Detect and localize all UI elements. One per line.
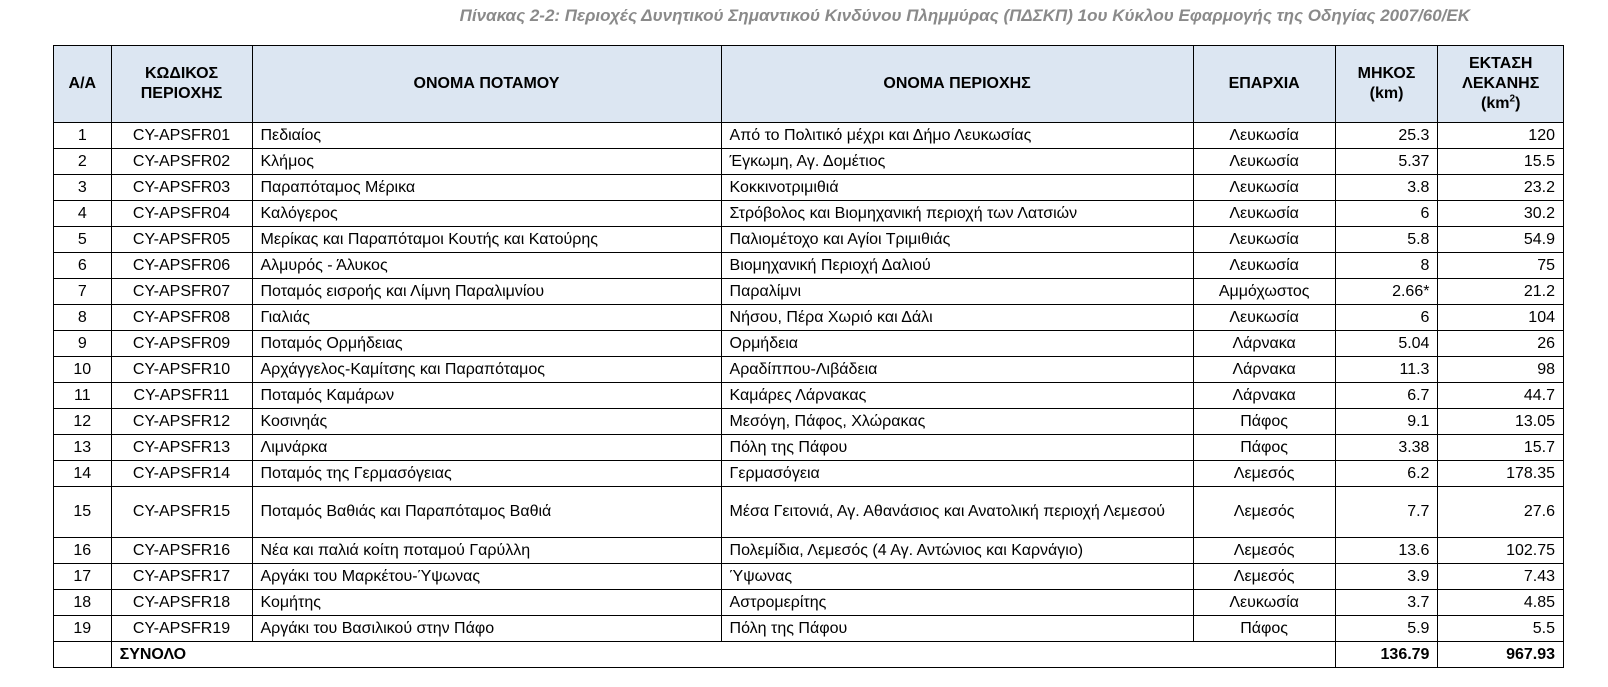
cell-basin: 98 <box>1438 357 1564 383</box>
cell-river: Αργάκι του Βασιλικού στην Πάφο <box>252 616 721 642</box>
table-caption: Πίνακας 2-2: Περιοχές Δυνητικού Σημαντικού Κινδύνου Πλημμύρας (ΠΔΣΚΠ) 1ου Κύκλου Εφαρμογής της Οδηγίας 2007/60/ΕΚ <box>459 6 1470 25</box>
cell-district: Λευκωσία <box>1193 123 1335 149</box>
header-code <box>111 46 252 123</box>
cell-area: Έγκωμη, Αγ. Δομέτιος <box>721 149 1193 175</box>
cell-area: Μέσα Γειτονιά, Αγ. Αθανάσιος και Ανατολική περιοχή Λεμεσού <box>721 487 1193 538</box>
cell-aa: 3 <box>54 175 112 201</box>
cell-length: 5.8 <box>1335 227 1438 253</box>
header-length <box>1335 46 1438 123</box>
cell-river: Ποταμός Ορμήδειας <box>252 331 721 357</box>
cell-area: Παραλίμνι <box>721 279 1193 305</box>
header-basin-unit: (km <box>1481 95 1510 112</box>
table-row <box>54 305 1564 331</box>
table-row <box>54 435 1564 461</box>
cell-code: CY-APSFR04 <box>111 201 252 227</box>
cell-area: Ύψωνας <box>721 564 1193 590</box>
cell-area: Καμάρες Λάρνακας <box>721 383 1193 409</box>
cell-length: 6 <box>1335 201 1438 227</box>
cell-basin: 102.75 <box>1438 538 1564 564</box>
cell-code: CY-APSFR10 <box>111 357 252 383</box>
cell-length: 3.38 <box>1335 435 1438 461</box>
cell-length: 7.7 <box>1335 487 1438 538</box>
cell-river: Καλόγερος <box>252 201 721 227</box>
cell-district: Λεμεσός <box>1193 487 1335 538</box>
cell-district: Πάφος <box>1193 409 1335 435</box>
cell-district: Λευκωσία <box>1193 201 1335 227</box>
cell-basin: 27.6 <box>1438 487 1564 538</box>
cell-area: Μεσόγη, Πάφος, Χλώρακας <box>721 409 1193 435</box>
cell-code: CY-APSFR18 <box>111 590 252 616</box>
cell-basin: 54.9 <box>1438 227 1564 253</box>
cell-code: CY-APSFR17 <box>111 564 252 590</box>
header-basin-line1: ΕΚΤΑΣΗ <box>1468 55 1533 72</box>
table-row <box>54 331 1564 357</box>
cell-length: 5.9 <box>1335 616 1438 642</box>
table-row <box>54 564 1564 590</box>
cell-length: 6 <box>1335 305 1438 331</box>
cell-aa: 15 <box>54 487 112 538</box>
cell-basin: 120 <box>1438 123 1564 149</box>
cell-basin: 15.7 <box>1438 435 1564 461</box>
cell-aa: 7 <box>54 279 112 305</box>
cell-code: CY-APSFR15 <box>111 487 252 538</box>
cell-basin: 75 <box>1438 253 1564 279</box>
header-basin-line2: ΛΕΚΑΝΗΣ <box>1462 75 1540 92</box>
cell-area: Νήσου, Πέρα Χωριό και Δάλι <box>721 305 1193 331</box>
cell-basin: 104 <box>1438 305 1564 331</box>
table-row <box>54 538 1564 564</box>
cell-length: 3.7 <box>1335 590 1438 616</box>
table-row <box>54 175 1564 201</box>
header-aa: Α/Α <box>54 46 112 123</box>
cell-area: Πολεμίδια, Λεμεσός (4 Αγ. Αντώνιος και Καρνάγιο) <box>721 538 1193 564</box>
cell-river: Πεδιαίος <box>252 123 721 149</box>
cell-district: Λεμεσός <box>1193 538 1335 564</box>
cell-district: Πάφος <box>1193 435 1335 461</box>
cell-code: CY-APSFR03 <box>111 175 252 201</box>
cell-river: Ποταμός Βαθιάς και Παραπόταμος Βαθιά <box>252 487 721 538</box>
table-body <box>54 123 1564 642</box>
cell-river: Κοσινηάς <box>252 409 721 435</box>
cell-district: Λάρνακα <box>1193 357 1335 383</box>
cell-code: CY-APSFR05 <box>111 227 252 253</box>
table-row <box>54 616 1564 642</box>
table-row <box>54 123 1564 149</box>
total-length: 136.79 <box>1335 642 1438 668</box>
cell-aa: 8 <box>54 305 112 331</box>
cell-length: 3.8 <box>1335 175 1438 201</box>
cell-aa: 2 <box>54 149 112 175</box>
cell-river: Αργάκι του Μαρκέτου-Ύψωνας <box>252 564 721 590</box>
table-row <box>54 279 1564 305</box>
cell-area: Αραδίππου-Λιβάδεια <box>721 357 1193 383</box>
cell-aa: 16 <box>54 538 112 564</box>
cell-river: Αρχάγγελος-Καμίτσης και Παραπόταμος <box>252 357 721 383</box>
cell-district: Λευκωσία <box>1193 175 1335 201</box>
flood-risk-areas-table <box>53 45 1564 668</box>
cell-basin: 5.5 <box>1438 616 1564 642</box>
cell-basin: 13.05 <box>1438 409 1564 435</box>
header-length-line1: ΜΗΚΟΣ <box>1357 65 1416 82</box>
cell-area: Βιομηχανική Περιοχή Δαλιού <box>721 253 1193 279</box>
cell-code: CY-APSFR07 <box>111 279 252 305</box>
cell-area: Γερμασόγεια <box>721 461 1193 487</box>
cell-aa: 18 <box>54 590 112 616</box>
header-basin <box>1438 46 1564 123</box>
cell-river: Κομήτης <box>252 590 721 616</box>
cell-district: Λευκωσία <box>1193 253 1335 279</box>
cell-basin: 4.85 <box>1438 590 1564 616</box>
cell-length: 9.1 <box>1335 409 1438 435</box>
cell-basin: 178.35 <box>1438 461 1564 487</box>
cell-length: 6.7 <box>1335 383 1438 409</box>
cell-code: CY-APSFR16 <box>111 538 252 564</box>
header-row <box>54 46 1564 123</box>
cell-aa: 19 <box>54 616 112 642</box>
table-row <box>54 409 1564 435</box>
cell-area: Πόλη της Πάφου <box>721 435 1193 461</box>
cell-length: 25.3 <box>1335 123 1438 149</box>
table-row <box>54 149 1564 175</box>
header-code-line1: ΚΩΔΙΚΟΣ <box>144 65 219 82</box>
cell-code: CY-APSFR19 <box>111 616 252 642</box>
table-row <box>54 461 1564 487</box>
cell-district: Λάρνακα <box>1193 331 1335 357</box>
cell-aa: 11 <box>54 383 112 409</box>
cell-river: Ποταμός εισροής και Λίμνη Παραλιμνίου <box>252 279 721 305</box>
header-length-line2: (km) <box>1369 85 1404 102</box>
cell-basin: 30.2 <box>1438 201 1564 227</box>
cell-river: Παραπόταμος Μέρικα <box>252 175 721 201</box>
table-row <box>54 357 1564 383</box>
cell-district: Λεμεσός <box>1193 564 1335 590</box>
cell-area: Ορμήδεια <box>721 331 1193 357</box>
cell-river: Νέα και παλιά κοίτη ποταμού Γαρύλλη <box>252 538 721 564</box>
cell-length: 6.2 <box>1335 461 1438 487</box>
cell-code: CY-APSFR14 <box>111 461 252 487</box>
total-aa-cell <box>54 642 112 668</box>
cell-aa: 14 <box>54 461 112 487</box>
cell-length: 5.37 <box>1335 149 1438 175</box>
cell-basin: 21.2 <box>1438 279 1564 305</box>
cell-river: Αλμυρός - Άλυκος <box>252 253 721 279</box>
cell-code: CY-APSFR08 <box>111 305 252 331</box>
cell-river: Ποταμός Καμάρων <box>252 383 721 409</box>
cell-basin: 23.2 <box>1438 175 1564 201</box>
cell-river: Γιαλιάς <box>252 305 721 331</box>
cell-area: Κοκκινοτριμιθιά <box>721 175 1193 201</box>
cell-district: Πάφος <box>1193 616 1335 642</box>
cell-district: Αμμόχωστος <box>1193 279 1335 305</box>
cell-length: 11.3 <box>1335 357 1438 383</box>
cell-length: 8 <box>1335 253 1438 279</box>
cell-aa: 5 <box>54 227 112 253</box>
cell-aa: 9 <box>54 331 112 357</box>
table-row <box>54 487 1564 538</box>
header-basin-line3 <box>1446 94 1555 114</box>
cell-basin: 26 <box>1438 331 1564 357</box>
cell-code: CY-APSFR06 <box>111 253 252 279</box>
cell-length: 3.9 <box>1335 564 1438 590</box>
total-label: ΣΥΝΟΛΟ <box>111 642 1335 668</box>
cell-basin: 15.5 <box>1438 149 1564 175</box>
cell-aa: 1 <box>54 123 112 149</box>
cell-aa: 10 <box>54 357 112 383</box>
cell-length: 2.66* <box>1335 279 1438 305</box>
cell-river: Λιμνάρκα <box>252 435 721 461</box>
cell-river: Μερίκας και Παραπόταμοι Κουτής και Κατούρης <box>252 227 721 253</box>
cell-river: Κλήμος <box>252 149 721 175</box>
cell-code: CY-APSFR13 <box>111 435 252 461</box>
cell-length: 13.6 <box>1335 538 1438 564</box>
cell-district: Λευκωσία <box>1193 149 1335 175</box>
cell-area: Από το Πολιτικό μέχρι και Δήμο Λευκωσίας <box>721 123 1193 149</box>
cell-aa: 6 <box>54 253 112 279</box>
table-row <box>54 227 1564 253</box>
header-basin-unit-close: ) <box>1515 95 1521 112</box>
header-area: ΟΝΟΜΑ ΠΕΡΙΟΧΗΣ <box>721 46 1193 123</box>
cell-length: 5.04 <box>1335 331 1438 357</box>
table-row <box>54 383 1564 409</box>
cell-aa: 4 <box>54 201 112 227</box>
cell-district: Λεμεσός <box>1193 461 1335 487</box>
cell-area: Στρόβολος και Βιομηχανική περιοχή των Λατσιών <box>721 201 1193 227</box>
cell-aa: 13 <box>54 435 112 461</box>
table-row <box>54 253 1564 279</box>
cell-basin: 7.43 <box>1438 564 1564 590</box>
cell-district: Λευκωσία <box>1193 590 1335 616</box>
header-river: ΟΝΟΜΑ ΠΟΤΑΜΟΥ <box>252 46 721 123</box>
cell-area: Πόλη της Πάφου <box>721 616 1193 642</box>
cell-area: Αστρομερίτης <box>721 590 1193 616</box>
cell-code: CY-APSFR09 <box>111 331 252 357</box>
cell-river: Ποταμός της Γερμασόγειας <box>252 461 721 487</box>
header-basin-unit-sup: 2 <box>1509 93 1516 105</box>
cell-district: Λευκωσία <box>1193 227 1335 253</box>
cell-code: CY-APSFR02 <box>111 149 252 175</box>
header-code-line2: ΠΕΡΙΟΧΗΣ <box>140 85 223 102</box>
cell-basin: 44.7 <box>1438 383 1564 409</box>
table-row <box>54 590 1564 616</box>
header-district: ΕΠΑΡΧΙΑ <box>1193 46 1335 123</box>
cell-district: Λευκωσία <box>1193 305 1335 331</box>
cell-district: Λάρνακα <box>1193 383 1335 409</box>
table-row <box>54 201 1564 227</box>
cell-code: CY-APSFR12 <box>111 409 252 435</box>
cell-aa: 12 <box>54 409 112 435</box>
total-basin: 967.93 <box>1438 642 1564 668</box>
cell-aa: 17 <box>54 564 112 590</box>
cell-area: Παλιομέτοχο και Αγίοι Τριμιθιάς <box>721 227 1193 253</box>
total-row <box>54 642 1564 668</box>
cell-code: CY-APSFR11 <box>111 383 252 409</box>
cell-code: CY-APSFR01 <box>111 123 252 149</box>
